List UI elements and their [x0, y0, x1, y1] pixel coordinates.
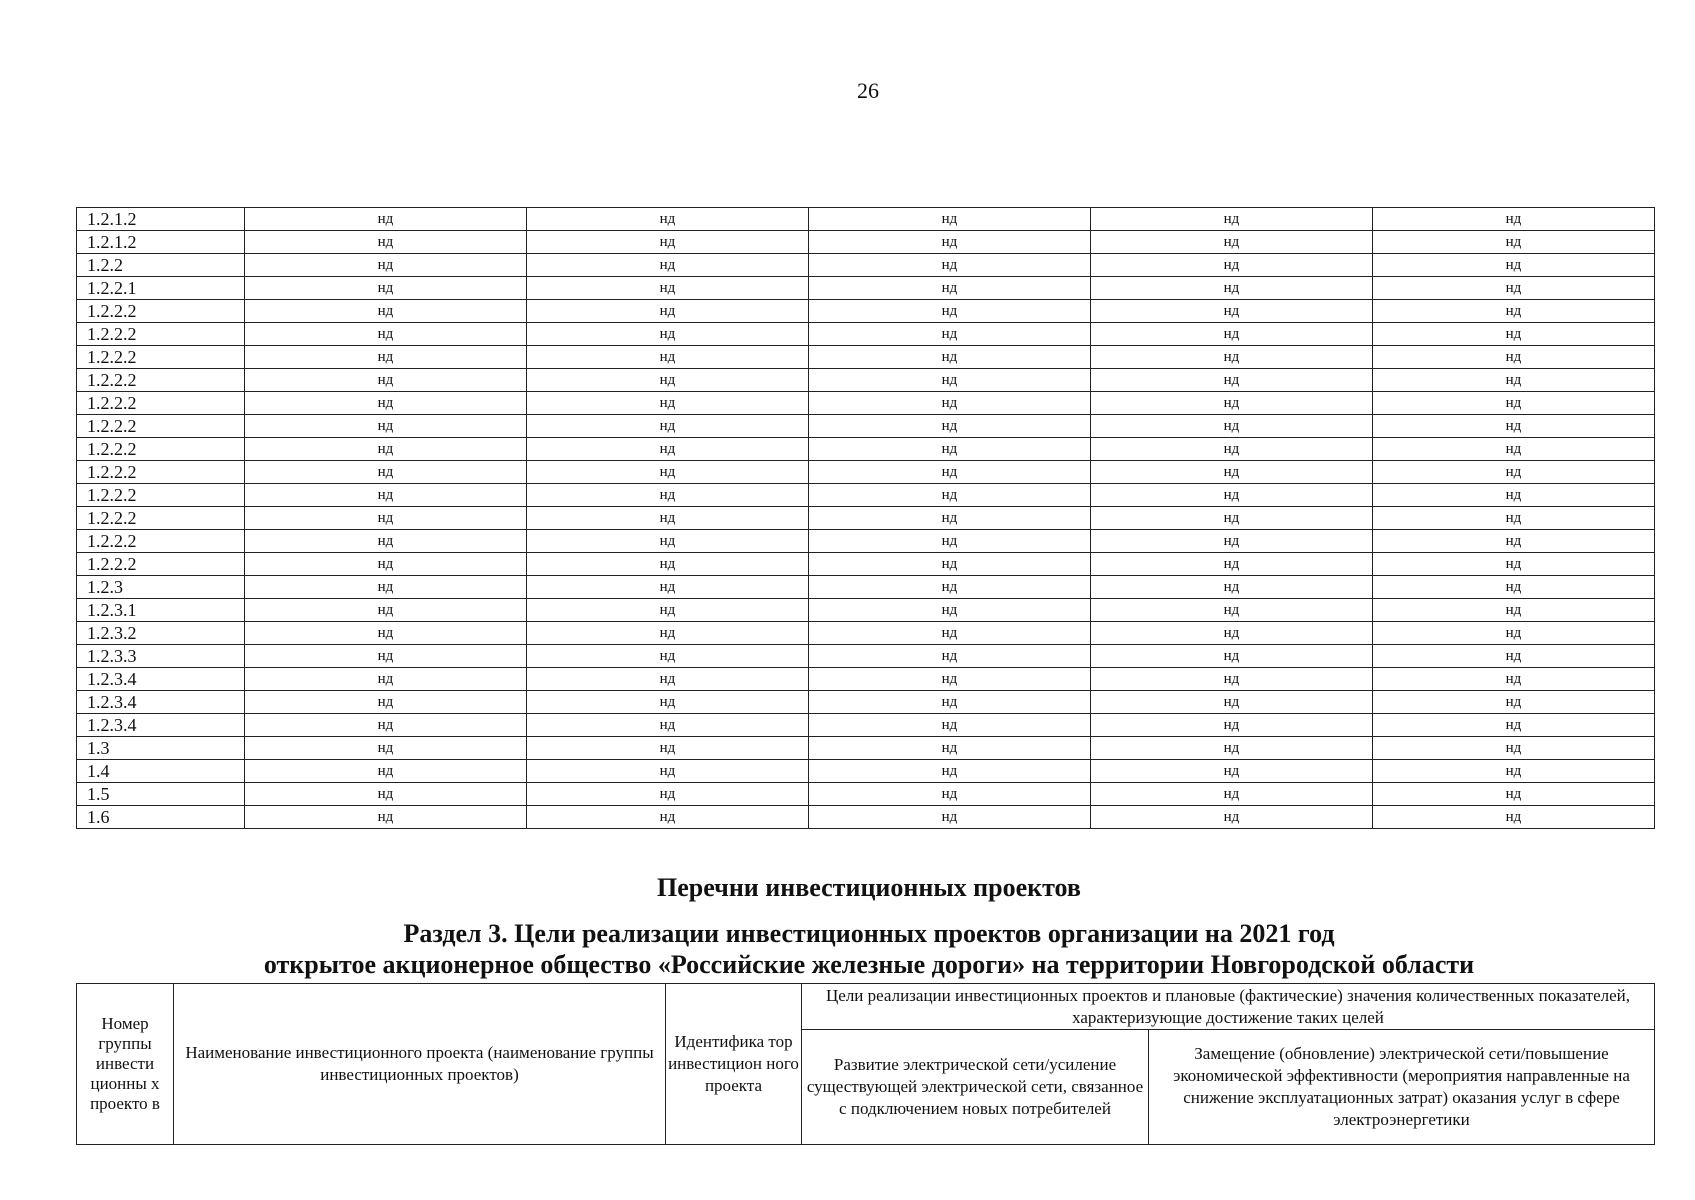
row-code: 1.2.2.2	[77, 392, 245, 415]
row-value: нд	[809, 254, 1091, 277]
section-title: Раздел 3. Цели реализации инвестиционных проектов организации на 2021 год	[403, 919, 1335, 948]
row-code: 1.2.3.2	[77, 622, 245, 645]
row-value: нд	[1091, 300, 1373, 323]
row-value: нд	[1373, 760, 1655, 783]
table-row	[77, 576, 1655, 599]
row-value: нд	[527, 277, 809, 300]
row-value: нд	[809, 622, 1091, 645]
row-value: нд	[527, 806, 809, 829]
row-value: нд	[527, 714, 809, 737]
row-value: нд	[1373, 392, 1655, 415]
table-row	[77, 645, 1655, 668]
row-value: нд	[1091, 622, 1373, 645]
table-row	[77, 553, 1655, 576]
row-value: нд	[245, 622, 527, 645]
row-value: нд	[1373, 806, 1655, 829]
row-value: нд	[245, 553, 527, 576]
table-row	[77, 461, 1655, 484]
row-value: нд	[1091, 599, 1373, 622]
row-value: нд	[527, 323, 809, 346]
row-code: 1.2.2.2	[77, 369, 245, 392]
row-code: 1.4	[77, 760, 245, 783]
row-value: нд	[245, 530, 527, 553]
row-code: 1.6	[77, 806, 245, 829]
data-table	[76, 207, 1655, 829]
row-code: 1.2.2.1	[77, 277, 245, 300]
row-value: нд	[1091, 714, 1373, 737]
row-code: 1.2.3.4	[77, 668, 245, 691]
row-value: нд	[1373, 300, 1655, 323]
organization-title: открытое акционерное общество «Российские железные дороги» на территории Новгородской области	[263, 950, 1475, 979]
row-value: нд	[527, 461, 809, 484]
row-value: нд	[527, 369, 809, 392]
row-value: нд	[809, 783, 1091, 806]
table-row	[77, 806, 1655, 829]
row-value: нд	[527, 530, 809, 553]
row-value: нд	[245, 806, 527, 829]
row-value: нд	[245, 369, 527, 392]
row-code: 1.2.2.2	[77, 507, 245, 530]
row-value: нд	[245, 438, 527, 461]
row-value: нд	[1373, 231, 1655, 254]
row-value: нд	[1091, 806, 1373, 829]
row-value: нд	[1091, 208, 1373, 231]
row-code: 1.2.2.2	[77, 300, 245, 323]
row-value: нд	[1373, 737, 1655, 760]
row-code: 1.2.3.4	[77, 691, 245, 714]
row-value: нд	[245, 346, 527, 369]
row-code: 1.2.1.2	[77, 208, 245, 231]
row-value: нд	[527, 783, 809, 806]
row-value: нд	[527, 392, 809, 415]
table-row	[77, 208, 1655, 231]
row-value: нд	[1091, 530, 1373, 553]
row-value: нд	[245, 277, 527, 300]
row-value: нд	[809, 438, 1091, 461]
row-code: 1.3	[77, 737, 245, 760]
row-code: 1.2.2.2	[77, 484, 245, 507]
table-row	[77, 392, 1655, 415]
row-value: нд	[245, 783, 527, 806]
row-value: нд	[809, 760, 1091, 783]
row-value: нд	[809, 231, 1091, 254]
row-value: нд	[809, 714, 1091, 737]
row-value: нд	[245, 599, 527, 622]
row-value: нд	[1091, 668, 1373, 691]
row-value: нд	[809, 277, 1091, 300]
row-value: нд	[245, 668, 527, 691]
row-value: нд	[245, 231, 527, 254]
row-value: нд	[809, 668, 1091, 691]
row-value: нд	[1091, 438, 1373, 461]
row-value: нд	[1373, 346, 1655, 369]
row-value: нд	[1373, 622, 1655, 645]
header-table	[76, 983, 1655, 1145]
row-value: нд	[1373, 208, 1655, 231]
table-row	[77, 300, 1655, 323]
row-value: нд	[245, 691, 527, 714]
row-value: нд	[809, 530, 1091, 553]
row-value: нд	[1373, 553, 1655, 576]
list-title: Перечни инвестиционных проектов	[657, 873, 1081, 902]
row-value: нд	[1091, 553, 1373, 576]
table-row	[77, 277, 1655, 300]
row-value: нд	[527, 599, 809, 622]
row-value: нд	[527, 737, 809, 760]
row-code: 1.2.2.2	[77, 438, 245, 461]
table-row	[77, 346, 1655, 369]
row-value: нд	[1091, 254, 1373, 277]
row-value: нд	[527, 507, 809, 530]
row-value: нд	[809, 645, 1091, 668]
row-value: нд	[809, 346, 1091, 369]
row-code: 1.2.2.2	[77, 346, 245, 369]
row-value: нд	[1091, 783, 1373, 806]
row-value: нд	[1091, 461, 1373, 484]
row-value: нд	[245, 484, 527, 507]
row-value: нд	[809, 484, 1091, 507]
table-row	[77, 783, 1655, 806]
table-row	[77, 415, 1655, 438]
row-code: 1.2.1.2	[77, 231, 245, 254]
row-value: нд	[809, 737, 1091, 760]
row-value: нд	[1373, 323, 1655, 346]
row-value: нд	[527, 622, 809, 645]
row-value: нд	[1373, 645, 1655, 668]
table-row	[77, 599, 1655, 622]
row-value: нд	[245, 300, 527, 323]
row-value: нд	[1091, 576, 1373, 599]
header-project-name: Наименование инвестиционного проекта (наименование группы инвестиционных проектов)	[174, 984, 666, 1145]
row-value: нд	[1091, 691, 1373, 714]
row-value: нд	[1373, 530, 1655, 553]
row-value: нд	[809, 323, 1091, 346]
row-value: нд	[809, 392, 1091, 415]
row-value: нд	[1373, 484, 1655, 507]
table-row	[77, 507, 1655, 530]
row-value: нд	[245, 714, 527, 737]
row-value: нд	[809, 415, 1091, 438]
header-goals: Цели реализации инвестиционных проектов и плановые (фактические) значения количественных показателей, характеризующие достижение таких целей	[802, 984, 1655, 1030]
row-value: нд	[245, 576, 527, 599]
header-group-number: Номер группы инвести ционны х проекто в	[77, 984, 174, 1145]
row-value: нд	[527, 668, 809, 691]
row-value: нд	[527, 300, 809, 323]
row-value: нд	[245, 415, 527, 438]
table-row	[77, 714, 1655, 737]
row-value: нд	[1373, 599, 1655, 622]
row-value: нд	[527, 691, 809, 714]
row-value: нд	[1091, 507, 1373, 530]
table-row	[77, 622, 1655, 645]
table-row	[77, 254, 1655, 277]
row-value: нд	[245, 760, 527, 783]
row-value: нд	[527, 553, 809, 576]
row-code: 1.2.2.2	[77, 323, 245, 346]
row-code: 1.2.3.4	[77, 714, 245, 737]
row-value: нд	[527, 576, 809, 599]
row-code: 1.2.3.3	[77, 645, 245, 668]
row-value: нд	[245, 323, 527, 346]
row-value: нд	[1091, 737, 1373, 760]
row-value: нд	[1091, 277, 1373, 300]
row-value: нд	[245, 645, 527, 668]
row-value: нд	[809, 507, 1091, 530]
row-value: нд	[1373, 415, 1655, 438]
table-row	[77, 438, 1655, 461]
table-row	[77, 323, 1655, 346]
row-value: нд	[1373, 783, 1655, 806]
row-code: 1.2.3	[77, 576, 245, 599]
table-row	[77, 231, 1655, 254]
table-row	[77, 691, 1655, 714]
row-value: нд	[1091, 323, 1373, 346]
row-value: нд	[1091, 415, 1373, 438]
row-value: нд	[1373, 507, 1655, 530]
row-value: нд	[527, 415, 809, 438]
row-value: нд	[527, 208, 809, 231]
row-code: 1.5	[77, 783, 245, 806]
row-value: нд	[527, 346, 809, 369]
row-value: нд	[809, 599, 1091, 622]
row-code: 1.2.2.2	[77, 415, 245, 438]
row-value: нд	[1373, 369, 1655, 392]
row-value: нд	[245, 254, 527, 277]
row-code: 1.2.2.2	[77, 553, 245, 576]
row-value: нд	[1373, 668, 1655, 691]
row-value: нд	[809, 369, 1091, 392]
row-code: 1.2.2	[77, 254, 245, 277]
row-value: нд	[527, 760, 809, 783]
row-value: нд	[809, 208, 1091, 231]
row-value: нд	[809, 806, 1091, 829]
header-goal-replacement: Замещение (обновление) электрической сети/повышение экономической эффективности (мероприятия направленные на снижение эксплуатационных затрат) оказания услуг в сфере электроэнергетики	[1149, 1030, 1655, 1145]
table-row	[77, 737, 1655, 760]
row-value: нд	[527, 254, 809, 277]
row-value: нд	[809, 553, 1091, 576]
row-code: 1.2.3.1	[77, 599, 245, 622]
table-row	[77, 760, 1655, 783]
row-value: нд	[1091, 369, 1373, 392]
row-value: нд	[1373, 254, 1655, 277]
table-row	[77, 668, 1655, 691]
row-value: нд	[1373, 461, 1655, 484]
row-value: нд	[809, 300, 1091, 323]
data-table-body	[77, 208, 1655, 829]
header-project-id: Идентифика тор инвестицион ного проекта	[666, 984, 802, 1145]
row-value: нд	[245, 737, 527, 760]
row-code: 1.2.2.2	[77, 530, 245, 553]
table-row	[77, 369, 1655, 392]
row-value: нд	[1373, 576, 1655, 599]
row-value: нд	[245, 208, 527, 231]
row-value: нд	[1091, 484, 1373, 507]
row-value: нд	[1091, 346, 1373, 369]
row-code: 1.2.2.2	[77, 461, 245, 484]
row-value: нд	[1091, 231, 1373, 254]
row-value: нд	[1373, 438, 1655, 461]
row-value: нд	[1373, 714, 1655, 737]
page-number: 26	[857, 78, 879, 103]
row-value: нд	[527, 231, 809, 254]
row-value: нд	[809, 576, 1091, 599]
row-value: нд	[809, 691, 1091, 714]
row-value: нд	[1091, 392, 1373, 415]
row-value: нд	[245, 392, 527, 415]
row-value: нд	[809, 461, 1091, 484]
row-value: нд	[245, 507, 527, 530]
row-value: нд	[1373, 691, 1655, 714]
table-row	[77, 484, 1655, 507]
header-goal-development: Развитие электрической сети/усиление существующей электрической сети, связанное с подключением новых потребителей	[802, 1030, 1149, 1145]
row-value: нд	[527, 484, 809, 507]
row-value: нд	[527, 438, 809, 461]
row-value: нд	[1373, 277, 1655, 300]
row-value: нд	[1091, 645, 1373, 668]
row-value: нд	[245, 461, 527, 484]
row-value: нд	[1091, 760, 1373, 783]
row-value: нд	[527, 645, 809, 668]
table-row	[77, 530, 1655, 553]
